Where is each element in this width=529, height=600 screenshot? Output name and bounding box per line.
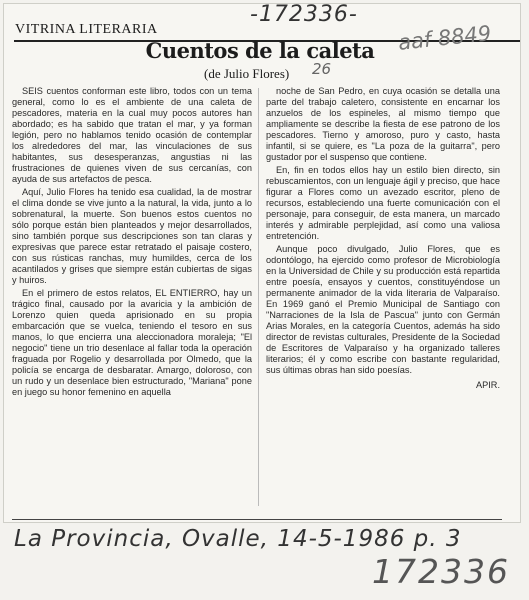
paragraph: SEIS cuentos conforman este libro, todos con un tema general, como lo es el ambiente de una caleta de pescadores, materia en la cual muy pocos autores han abordado; es ha sabido que tratan el mar, y ya forman legión, pero no hablamos tenido ocasión de contemplar los alrededores del mar, las vinculaciones de sus habitantes, sus desesperanzas, angustias ni las frustraciones de quienes viven de sus cercanías, con ayuda de sus artefactos de pesca. — [12, 86, 252, 184]
newspaper-clipping — [3, 3, 521, 523]
paragraph: En, fin en todos ellos hay un estilo bien directo, sin rebuscamientos, con un lenguaje ágil y preciso, que hace figurar a Flores como un avezado escritor, pleno de recursos, estableciendo una fuerte comunicación con el personaje, para conseguir, de esta manera, un marcado interés y admirable perplejidad, así como una valiosa entretención. — [266, 165, 500, 241]
paragraph: Aquí, Julio Flores ha tenido esa cualidad, la de mostrar el clima donde se vive junto a la natural, la vida, junto a lo sobrenatural, la muerte. Son buenos estos cuentos no sólo porque están bien planteados y mejor desarrollados, sino también porque sus descripciones son tan claras y expresivas que parece estar retratado el paisaje costero, con sus rústicas ranchas, muy humildes, cerca de los acantilados y grises que siempre están cubiertas de sigas y huiros. — [12, 187, 252, 285]
paragraph: En el primero de estos relatos, EL ENTIERRO, hay un trágico final, causado por la avaricia y la ambición de Lorenzo quien queda aprisionado en su propia embarcación que se vuelca, teniendo el tesoro en sus manos, lo que encierra una aleccionadora moraleja; "El negocio" tiene un trio desenlace al fallar toda la operación fraguada por Rogelio y desarrollada por Olmedo, que la policía se encarga de desbaratar. Amargo, doloroso, con un rudo y un desenlace bien estructurado, "Mariana" pone en juego su honor femenino en aquella — [12, 288, 252, 397]
handwritten-id-bottom: 172336 — [372, 552, 510, 591]
article-byline: (de Julio Flores) — [204, 66, 290, 81]
article-title: Cuentos de la caleta — [145, 38, 375, 63]
handwritten-number: 26 — [312, 60, 332, 78]
handwritten-id-top: -172336- — [250, 2, 358, 27]
paragraph: noche de San Pedro, en cuya ocasión se detalla una parte del trabajo caletero, consistente en encarnar los anzuelos de los espineles, al mismo tiempo que ampliamente se describe la fiesta de ese patrono de los pescadores. Tierno y amoroso, puro y casto, hasta infantil, si se quiere, es "La poza de la guitarra", pero gustador por el suspenso que contiene. — [266, 86, 500, 162]
author-signature: APIR. — [476, 380, 500, 390]
section-heading: VITRINA LITERARIA — [15, 22, 158, 37]
article-column-right — [266, 86, 500, 391]
handwritten-source: La Provincia, Ovalle, 14-5-1986 p. 3 — [14, 526, 462, 552]
column-divider — [258, 88, 259, 506]
end-rule — [12, 519, 502, 520]
article-column-left — [12, 86, 252, 400]
handwritten-catalog-note: aaf 8849 — [397, 21, 493, 55]
paragraph: Aunque poco divulgado, Julio Flores, que es odontólogo, ha ejercido como profesor de Microbiología en la Universidad de Chile y su producción está repartida entre poesía, ensayos y cuentos, constituyéndose un permanente animador de la vida literaria de Valparaíso. En 1969 ganó el Premio Municipal de Santiago con "Narraciones de la Isla de Pascua" junto con Germán Arias Morales, en la categoría Cuentos, además ha sido director de revistas culturales, Presidente de la Sociedad de Escritores de Valparaíso y ha organizado talleres literarios; él y como escribe con bastante regularidad, sus últimas obras han sido poesías. — [266, 244, 500, 375]
